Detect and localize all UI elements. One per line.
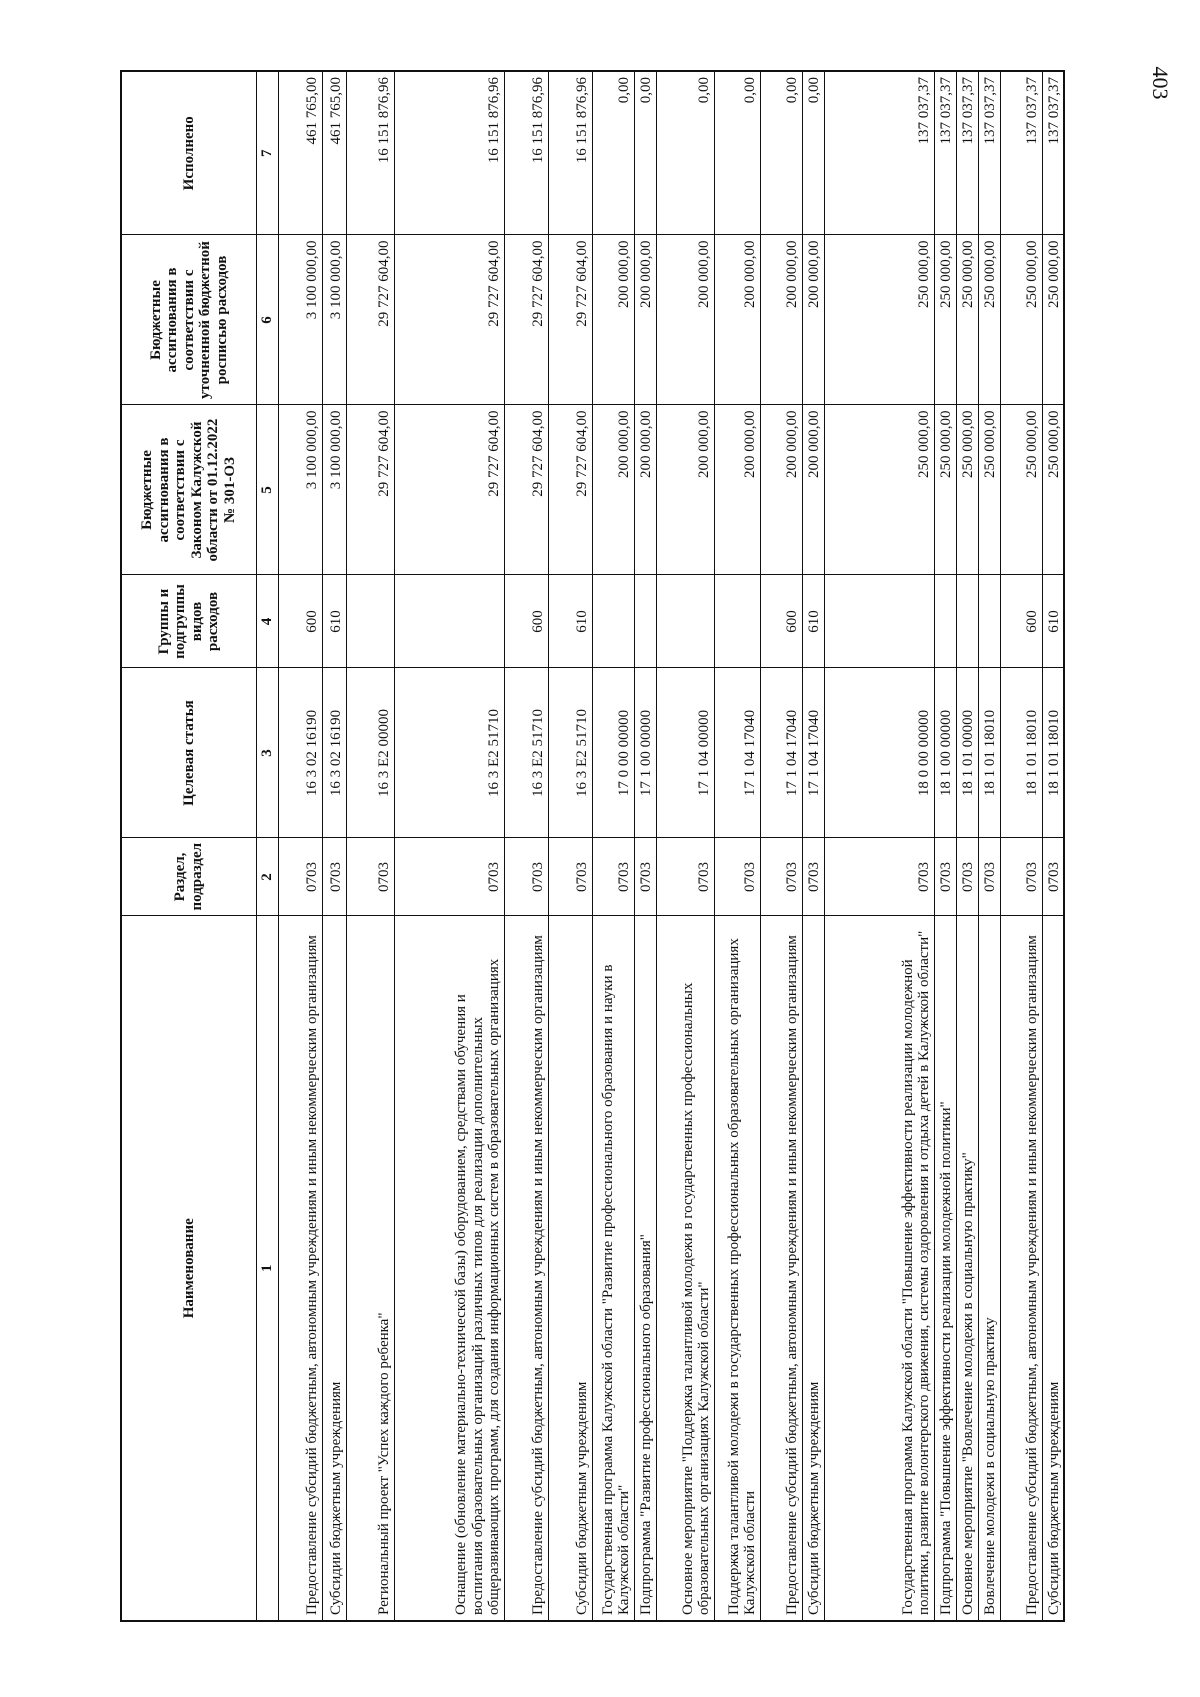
table-row (760, 71, 802, 1621)
row-group (978, 575, 1000, 668)
row-roster-allocation: 200 000,00 (656, 235, 714, 405)
table-row (346, 71, 394, 1621)
row-section: 0703 (802, 838, 824, 916)
row-roster-allocation: 200 000,00 (714, 235, 760, 405)
row-law-allocation: 29 727 604,00 (504, 405, 548, 575)
row-article: 16 3 02 16190 (322, 668, 346, 838)
row-executed: 461 765,00 (322, 71, 346, 235)
row-group: 610 (548, 575, 592, 668)
table-row (1042, 71, 1064, 1621)
row-group (824, 575, 934, 668)
table-row (824, 71, 934, 1621)
row-law-allocation: 250 000,00 (956, 405, 978, 575)
row-roster-allocation: 250 000,00 (956, 235, 978, 405)
table-row (656, 71, 714, 1621)
row-name: Предоставление субсидий бюджетным, автономным учреждениям и иным некоммерческим организациям (760, 916, 802, 1621)
row-name: Субсидии бюджетным учреждениям (322, 916, 346, 1621)
row-roster-allocation: 200 000,00 (592, 235, 634, 405)
table-row (504, 71, 548, 1621)
row-roster-allocation: 250 000,00 (934, 235, 956, 405)
row-law-allocation: 29 727 604,00 (394, 405, 504, 575)
row-section: 0703 (634, 838, 656, 916)
row-article: 16 3 E2 51710 (504, 668, 548, 838)
table-row (394, 71, 504, 1621)
row-section: 0703 (656, 838, 714, 916)
row-article: 17 1 04 00000 (656, 668, 714, 838)
row-roster-allocation: 29 727 604,00 (548, 235, 592, 405)
header-row (121, 71, 256, 1621)
row-executed: 137 037,37 (934, 71, 956, 235)
row-group (714, 575, 760, 668)
row-article: 17 1 00 00000 (634, 668, 656, 838)
column-number: 5 (256, 405, 278, 575)
row-group: 600 (760, 575, 802, 668)
row-roster-allocation: 29 727 604,00 (346, 235, 394, 405)
row-section: 0703 (714, 838, 760, 916)
row-section: 0703 (394, 838, 504, 916)
row-law-allocation: 3 100 000,00 (278, 405, 322, 575)
table-body (278, 71, 1064, 1621)
table-row (934, 71, 956, 1621)
row-section: 0703 (592, 838, 634, 916)
row-roster-allocation: 3 100 000,00 (278, 235, 322, 405)
row-name: Основное мероприятие "Поддержка талантливой молодежи в государственных профессиональных образовательных организациях Калужской области" (656, 916, 714, 1621)
table-row (956, 71, 978, 1621)
row-law-allocation: 29 727 604,00 (548, 405, 592, 575)
row-name: Предоставление субсидий бюджетным, автономным учреждениям и иным некоммерческим организациям (278, 916, 322, 1621)
row-name: Оснащение (обновление материально-технической базы) оборудованием, средствами обучения и воспитания образовательных организаций различных типов для реализации дополнительных общеразвивающих программ, для создания информационных систем в образовательных организациях (394, 916, 504, 1621)
row-law-allocation: 250 000,00 (1042, 405, 1064, 575)
row-name: Подпрограмма "Развитие профессионального образования" (634, 916, 656, 1621)
row-law-allocation: 250 000,00 (978, 405, 1000, 575)
row-roster-allocation: 200 000,00 (760, 235, 802, 405)
row-section: 0703 (1000, 838, 1042, 916)
row-executed: 0,00 (760, 71, 802, 235)
row-group (592, 575, 634, 668)
row-article: 18 1 01 18010 (1000, 668, 1042, 838)
row-article: 17 1 04 17040 (760, 668, 802, 838)
row-group (956, 575, 978, 668)
table-row (634, 71, 656, 1621)
row-executed: 16 151 876,96 (346, 71, 394, 235)
row-law-allocation: 200 000,00 (592, 405, 634, 575)
row-section: 0703 (934, 838, 956, 916)
row-section: 0703 (824, 838, 934, 916)
row-executed: 16 151 876,96 (394, 71, 504, 235)
row-executed: 461 765,00 (278, 71, 322, 235)
row-executed: 0,00 (656, 71, 714, 235)
row-name: Основное мероприятие "Вовлечение молодежи в социальную практику" (956, 916, 978, 1621)
row-roster-allocation: 250 000,00 (1042, 235, 1064, 405)
row-executed: 137 037,37 (978, 71, 1000, 235)
row-name: Государственная программа Калужской области "Развитие профессионального образования и науки в Калужской области" (592, 916, 634, 1621)
row-executed: 137 037,37 (1000, 71, 1042, 235)
row-roster-allocation: 200 000,00 (634, 235, 656, 405)
row-group: 600 (504, 575, 548, 668)
row-name: Предоставление субсидий бюджетным, автономным учреждениям и иным некоммерческим организациям (504, 916, 548, 1621)
row-law-allocation: 29 727 604,00 (346, 405, 394, 575)
page-number (1142, 52, 1178, 112)
row-name: Государственная программа Калужской области "Повышение эффективности реализации молодежной политики, развитие волонтерского движения, системы оздоровления и отдыха детей в Калужской области" (824, 916, 934, 1621)
row-name: Вовлечение молодежи в социальную практику (978, 916, 1000, 1621)
row-article: 18 0 00 00000 (824, 668, 934, 838)
row-roster-allocation: 250 000,00 (978, 235, 1000, 405)
row-roster-allocation: 29 727 604,00 (394, 235, 504, 405)
row-executed: 16 151 876,96 (548, 71, 592, 235)
row-article: 16 3 02 16190 (278, 668, 322, 838)
row-section: 0703 (978, 838, 1000, 916)
table-row (802, 71, 824, 1621)
header-group: Группы и подгруппы видов расходов (121, 575, 256, 668)
row-executed: 0,00 (714, 71, 760, 235)
header-roster-allocation: Бюджетные ассигнования в соответствии с уточненной бюджетной росписью расходов (121, 235, 256, 405)
row-roster-allocation: 3 100 000,00 (322, 235, 346, 405)
header-article: Целевая статья (121, 668, 256, 838)
column-number: 1 (256, 916, 278, 1621)
row-name: Субсидии бюджетным учреждениям (548, 916, 592, 1621)
table-row (278, 71, 322, 1621)
row-executed: 16 151 876,96 (504, 71, 548, 235)
row-article: 18 1 01 18010 (1042, 668, 1064, 838)
rotated-page-content (120, 72, 1130, 1622)
row-law-allocation: 200 000,00 (656, 405, 714, 575)
row-law-allocation: 200 000,00 (634, 405, 656, 575)
header-executed: Исполнено (121, 71, 256, 235)
row-article: 18 1 01 18010 (978, 668, 1000, 838)
row-name: Подпрограмма "Повышение эффективности реализации молодежной политики" (934, 916, 956, 1621)
row-roster-allocation: 250 000,00 (824, 235, 934, 405)
row-executed: 0,00 (802, 71, 824, 235)
page-number-text: 403 (1148, 66, 1173, 100)
table-row (548, 71, 592, 1621)
row-group: 610 (1042, 575, 1064, 668)
row-name: Предоставление субсидий бюджетным, автономным учреждениям и иным некоммерческим организациям (1000, 916, 1042, 1621)
row-law-allocation: 250 000,00 (824, 405, 934, 575)
row-article: 16 3 E2 51710 (394, 668, 504, 838)
row-group: 600 (1000, 575, 1042, 668)
table-row (592, 71, 634, 1621)
row-roster-allocation: 200 000,00 (802, 235, 824, 405)
row-executed: 137 037,37 (1042, 71, 1064, 235)
row-group (934, 575, 956, 668)
row-executed: 137 037,37 (956, 71, 978, 235)
budget-table (120, 70, 1065, 1622)
row-section: 0703 (504, 838, 548, 916)
row-name: Субсидии бюджетным учреждениям (1042, 916, 1064, 1621)
row-name: Поддержка талантливой молодежи в государственных профессиональных образовательных организациях Калужской области (714, 916, 760, 1621)
row-section: 0703 (322, 838, 346, 916)
row-roster-allocation: 250 000,00 (1000, 235, 1042, 405)
row-name: Региональный проект "Успех каждого ребенка" (346, 916, 394, 1621)
table-row (714, 71, 760, 1621)
header-name: Наименование (121, 916, 256, 1621)
table-row (978, 71, 1000, 1621)
row-law-allocation: 200 000,00 (802, 405, 824, 575)
row-name: Субсидии бюджетным учреждениям (802, 916, 824, 1621)
row-article: 17 1 04 17040 (714, 668, 760, 838)
row-article: 16 3 E2 51710 (548, 668, 592, 838)
header-law-allocation: Бюджетные ассигнования в соответствии с Законом Калужской области от 01.12.2022 № 301-ОЗ (121, 405, 256, 575)
row-group: 610 (802, 575, 824, 668)
row-law-allocation: 200 000,00 (760, 405, 802, 575)
table-row (1000, 71, 1042, 1621)
header-section: Раздел, подраздел (121, 838, 256, 916)
row-executed: 137 037,37 (824, 71, 934, 235)
column-number: 3 (256, 668, 278, 838)
row-article: 17 0 00 00000 (592, 668, 634, 838)
row-group (394, 575, 504, 668)
row-section: 0703 (278, 838, 322, 916)
row-article: 18 1 00 00000 (934, 668, 956, 838)
row-executed: 0,00 (592, 71, 634, 235)
row-article: 16 3 E2 00000 (346, 668, 394, 838)
row-law-allocation: 250 000,00 (1000, 405, 1042, 575)
row-law-allocation: 200 000,00 (714, 405, 760, 575)
row-roster-allocation: 29 727 604,00 (504, 235, 548, 405)
row-section: 0703 (956, 838, 978, 916)
row-section: 0703 (760, 838, 802, 916)
column-number: 4 (256, 575, 278, 668)
row-section: 0703 (548, 838, 592, 916)
row-section: 0703 (1042, 838, 1064, 916)
row-group (346, 575, 394, 668)
column-number: 7 (256, 71, 278, 235)
row-group (656, 575, 714, 668)
table-row (322, 71, 346, 1621)
row-law-allocation: 3 100 000,00 (322, 405, 346, 575)
row-group: 600 (278, 575, 322, 668)
column-number: 6 (256, 235, 278, 405)
column-number: 2 (256, 838, 278, 916)
row-group (634, 575, 656, 668)
row-section: 0703 (346, 838, 394, 916)
row-executed: 0,00 (634, 71, 656, 235)
column-number-row (256, 71, 278, 1621)
row-group: 610 (322, 575, 346, 668)
row-law-allocation: 250 000,00 (934, 405, 956, 575)
row-article: 17 1 04 17040 (802, 668, 824, 838)
row-article: 18 1 01 00000 (956, 668, 978, 838)
